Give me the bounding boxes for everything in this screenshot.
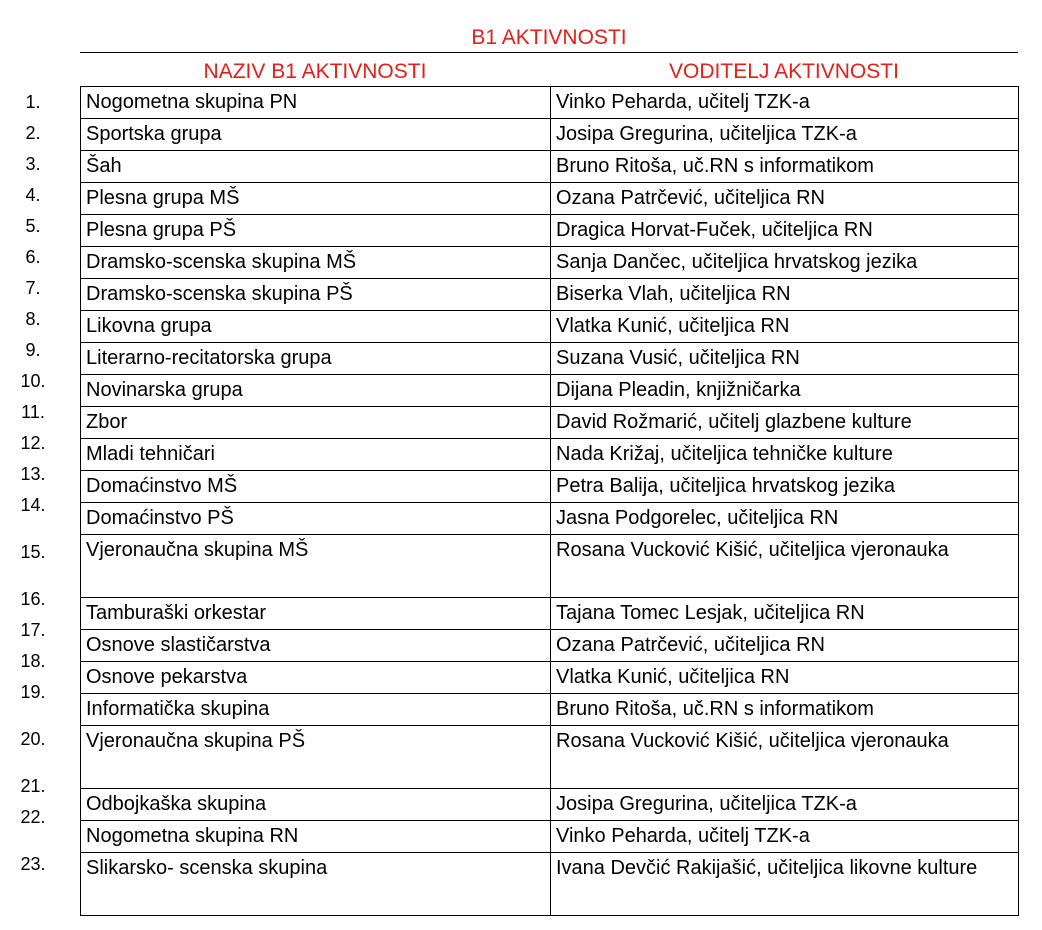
row-number: 2. bbox=[25, 123, 41, 143]
activity-name-cell: Nogometna skupina PN bbox=[81, 87, 551, 119]
activity-leader-cell: David Rožmarić, učitelj glazbene kulture bbox=[551, 407, 1019, 439]
table-row bbox=[81, 87, 1019, 119]
activity-leader-cell: Biserka Vlah, učiteljica RN bbox=[551, 279, 1019, 311]
activity-name-cell: Vjeronaučna skupina MŠ bbox=[81, 535, 551, 598]
activity-name-cell: Osnove slastičarstva bbox=[81, 630, 551, 662]
activity-leader-cell: Vlatka Kunić, učiteljica RN bbox=[551, 662, 1019, 694]
table-row bbox=[81, 279, 1019, 311]
activity-leader-cell: Suzana Vusić, učiteljica RN bbox=[551, 343, 1019, 375]
row-number: 16. bbox=[20, 589, 46, 609]
row-number: 20. bbox=[20, 729, 46, 749]
activity-name-cell: Domaćinstvo MŠ bbox=[81, 471, 551, 503]
activity-leader-cell: Dijana Pleadin, knjižničarka bbox=[551, 375, 1019, 407]
table-row bbox=[81, 151, 1019, 183]
row-number: 6. bbox=[25, 247, 41, 267]
row-number: 23. bbox=[20, 854, 46, 874]
activity-name-cell: Slikarsko- scenska skupina bbox=[81, 853, 551, 916]
table-row bbox=[81, 343, 1019, 375]
table-row bbox=[81, 694, 1019, 726]
activity-name-cell: Tamburaški orkestar bbox=[81, 598, 551, 630]
table-row bbox=[81, 375, 1019, 407]
activity-leader-cell: Vinko Peharda, učitelj TZK-a bbox=[551, 87, 1019, 119]
row-number: 5. bbox=[25, 216, 41, 236]
activity-name-cell: Dramsko-scenska skupina PŠ bbox=[81, 279, 551, 311]
title-underline bbox=[80, 52, 1018, 53]
activity-leader-cell: Bruno Ritoša, uč.RN s informatikom bbox=[551, 151, 1019, 183]
activity-leader-cell: Petra Balija, učiteljica hrvatskog jezika bbox=[551, 471, 1019, 503]
table-row bbox=[81, 662, 1019, 694]
table-row bbox=[81, 471, 1019, 503]
activity-name-cell: Osnove pekarstva bbox=[81, 662, 551, 694]
activity-name-cell: Domaćinstvo PŠ bbox=[81, 503, 551, 535]
row-number: 15. bbox=[20, 542, 46, 562]
activity-name-cell: Dramsko-scenska skupina MŠ bbox=[81, 247, 551, 279]
activity-name-cell: Informatička skupina bbox=[81, 694, 551, 726]
activity-name-cell: Nogometna skupina RN bbox=[81, 821, 551, 853]
table-row bbox=[81, 630, 1019, 662]
table-row bbox=[81, 439, 1019, 471]
activity-leader-cell: Ozana Patrčević, učiteljica RN bbox=[551, 630, 1019, 662]
column-header-name: NAZIV B1 AKTIVNOSTI bbox=[203, 60, 427, 83]
activity-name-cell: Mladi tehničari bbox=[81, 439, 551, 471]
activity-name-cell: Plesna grupa PŠ bbox=[81, 215, 551, 247]
row-number: 9. bbox=[25, 340, 41, 360]
row-number: 17. bbox=[20, 620, 46, 640]
row-number: 22. bbox=[20, 807, 46, 827]
activity-leader-cell: Tajana Tomec Lesjak, učiteljica RN bbox=[551, 598, 1019, 630]
activity-leader-cell: Nada Križaj, učiteljica tehničke kulture bbox=[551, 439, 1019, 471]
table-row bbox=[81, 183, 1019, 215]
row-number: 3. bbox=[25, 154, 41, 174]
row-number: 12. bbox=[20, 433, 46, 453]
table-row bbox=[81, 853, 1019, 916]
row-number: 1. bbox=[25, 92, 41, 112]
table-row bbox=[81, 789, 1019, 821]
row-number: 11. bbox=[21, 402, 45, 422]
table-row bbox=[81, 215, 1019, 247]
activity-leader-cell: Dragica Horvat-Fuček, učiteljica RN bbox=[551, 215, 1019, 247]
activity-leader-cell: Ozana Patrčević, učiteljica RN bbox=[551, 183, 1019, 215]
activity-leader-cell: Josipa Gregurina, učiteljica TZK-a bbox=[551, 119, 1019, 151]
document-title: B1 AKTIVNOSTI bbox=[471, 26, 627, 49]
table-row bbox=[81, 247, 1019, 279]
row-number: 14. bbox=[20, 495, 46, 515]
activity-leader-cell: Sanja Dančec, učiteljica hrvatskog jezika bbox=[551, 247, 1019, 279]
activity-leader-cell: Jasna Podgorelec, učiteljica RN bbox=[551, 503, 1019, 535]
activity-leader-cell: Bruno Ritoša, uč.RN s informatikom bbox=[551, 694, 1019, 726]
row-number: 4. bbox=[25, 185, 41, 205]
row-number: 7. bbox=[25, 278, 41, 298]
activity-leader-cell: Vinko Peharda, učitelj TZK-a bbox=[551, 821, 1019, 853]
row-number: 13. bbox=[20, 464, 46, 484]
table-row bbox=[81, 598, 1019, 630]
row-number: 8. bbox=[25, 309, 41, 329]
activity-name-cell: Plesna grupa MŠ bbox=[81, 183, 551, 215]
table-row bbox=[81, 119, 1019, 151]
activity-leader-cell: Rosana Vucković Kišić, učiteljica vjeronauka bbox=[551, 535, 1019, 598]
activity-name-cell: Literarno-recitatorska grupa bbox=[81, 343, 551, 375]
table-row bbox=[81, 535, 1019, 598]
row-number: 19. bbox=[20, 682, 46, 702]
activity-name-cell: Šah bbox=[81, 151, 551, 183]
activity-name-cell: Zbor bbox=[81, 407, 551, 439]
activities-table bbox=[80, 86, 1019, 916]
activity-name-cell: Vjeronaučna skupina PŠ bbox=[81, 726, 551, 789]
column-header-leader: VODITELJ AKTIVNOSTI bbox=[669, 60, 899, 83]
row-number: 10. bbox=[20, 371, 46, 391]
table-row bbox=[81, 407, 1019, 439]
activity-leader-cell: Josipa Gregurina, učiteljica TZK-a bbox=[551, 789, 1019, 821]
row-number: 18. bbox=[20, 651, 46, 671]
table-row bbox=[81, 311, 1019, 343]
activity-leader-cell: Rosana Vucković Kišić, učiteljica vjeronauka bbox=[551, 726, 1019, 789]
activity-name-cell: Novinarska grupa bbox=[81, 375, 551, 407]
activity-name-cell: Likovna grupa bbox=[81, 311, 551, 343]
activity-name-cell: Sportska grupa bbox=[81, 119, 551, 151]
table-row bbox=[81, 821, 1019, 853]
activity-name-cell: Odbojkaška skupina bbox=[81, 789, 551, 821]
table-row bbox=[81, 503, 1019, 535]
activity-leader-cell: Vlatka Kunić, učiteljica RN bbox=[551, 311, 1019, 343]
row-number: 21. bbox=[20, 776, 46, 796]
table-row bbox=[81, 726, 1019, 789]
activity-leader-cell: Ivana Devčić Rakijašić, učiteljica likovne kulture bbox=[551, 853, 1019, 916]
